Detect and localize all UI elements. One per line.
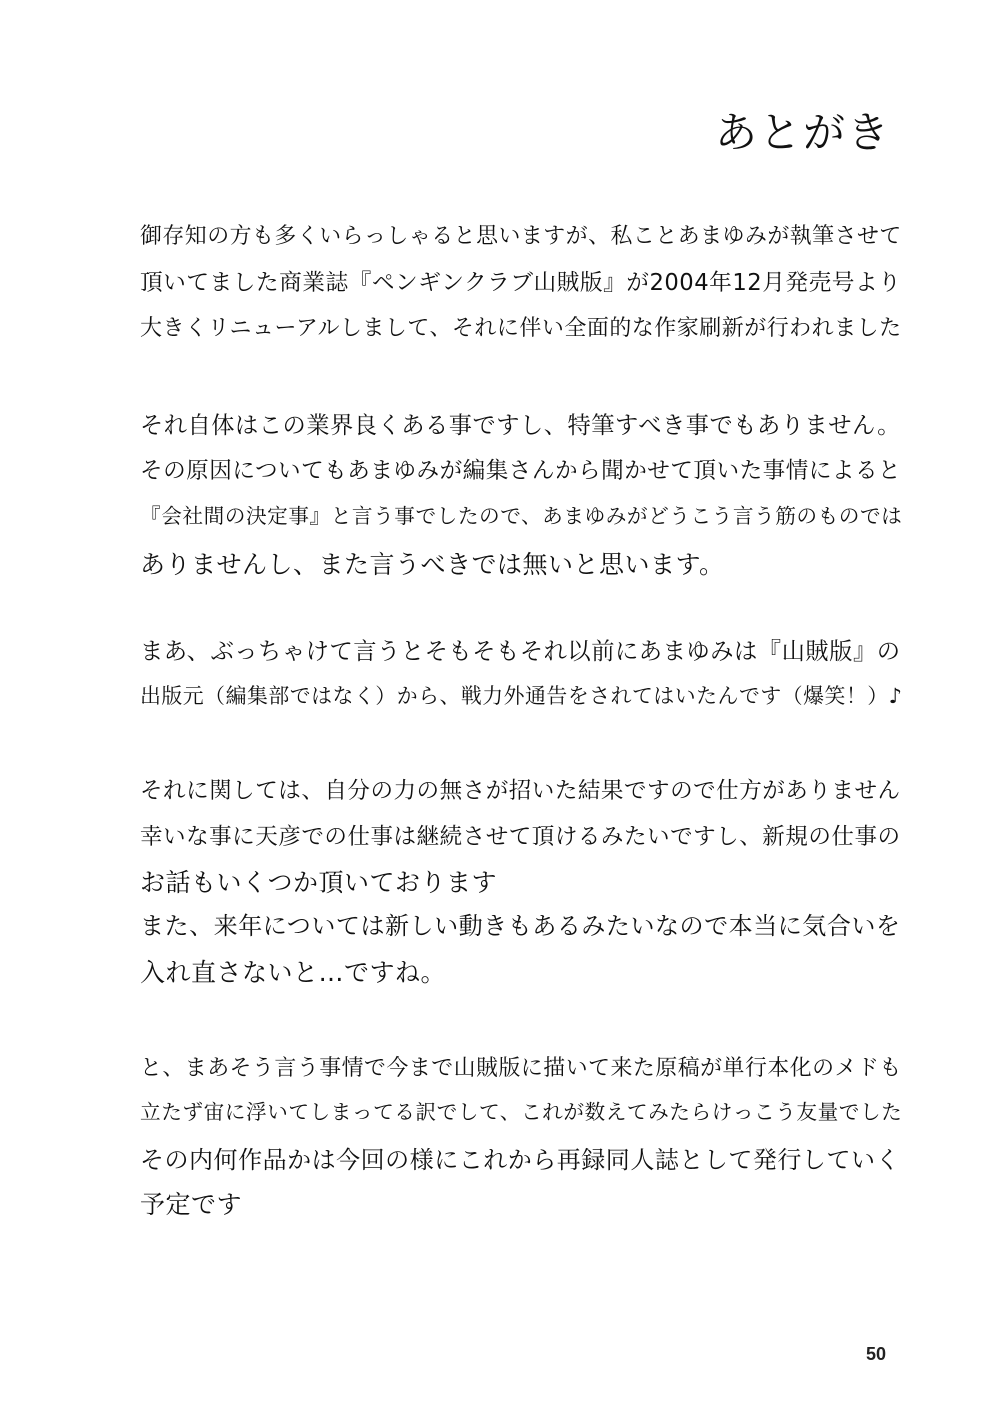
text-line: 幸いな事に天彦での仕事は継続させて頂けるみたいですし、新規の仕事の [140,824,901,850]
text-line: まあ、ぶっちゃけて言うとそもそもそれ以前にあまゆみは『山賊版』の [140,638,901,665]
afterword-title: あとがき [715,108,892,157]
text-line: 大きくリニューアルしまして、それに伴い全面的な作家刷新が行われました [140,316,902,341]
text-line: 『会社間の決定事』と言う事でしたので、あまゆみがどうこう言う筋のものでは [140,504,903,528]
text-line: 出版元（編集部ではなく）から、戦力外通告をされてはいたんです（爆笑！）♪ [140,684,903,708]
text-line: と、まあそう言う事情で今まで山賊版に描いて来た原稿が単行本化のメドも [140,1056,902,1081]
text-line: 立たず宙に浮いてしまってる訳でして、これが数えてみたらけっこう友量でした [140,1100,903,1124]
text-line: 入れ直さないと…ですね。 [140,958,447,987]
text-line: それ自体はこの業界良くある事ですし、特筆すべき事でもありません。 [140,412,901,439]
page-number: 50 [866,1344,887,1364]
text-line: ありませんし、また言うべきでは無いと思います。 [140,550,725,579]
text-line: お話もいくつか頂いております [140,868,498,897]
text-line: それに関しては、自分の力の無さが招いた結果ですので仕方がありません [140,778,901,804]
text-line: また、来年については新しい動きもあるみたいなので本当に気合いを [140,912,901,940]
text-line: 予定です [140,1190,243,1219]
text-line: 頂いてました商業誌『ペンギンクラブ山賊版』が2004年12月発売号より [140,270,902,296]
text-line: その内何作品かは今回の様にこれから再録同人誌として発行していく [140,1146,900,1174]
text-line: その原因についてもあまゆみが編集さんから聞かせて頂いた事情によると [140,458,902,484]
text-line: 御存知の方も多くいらっしゃると思いますが、私ことあまゆみが執筆させて [140,224,902,249]
